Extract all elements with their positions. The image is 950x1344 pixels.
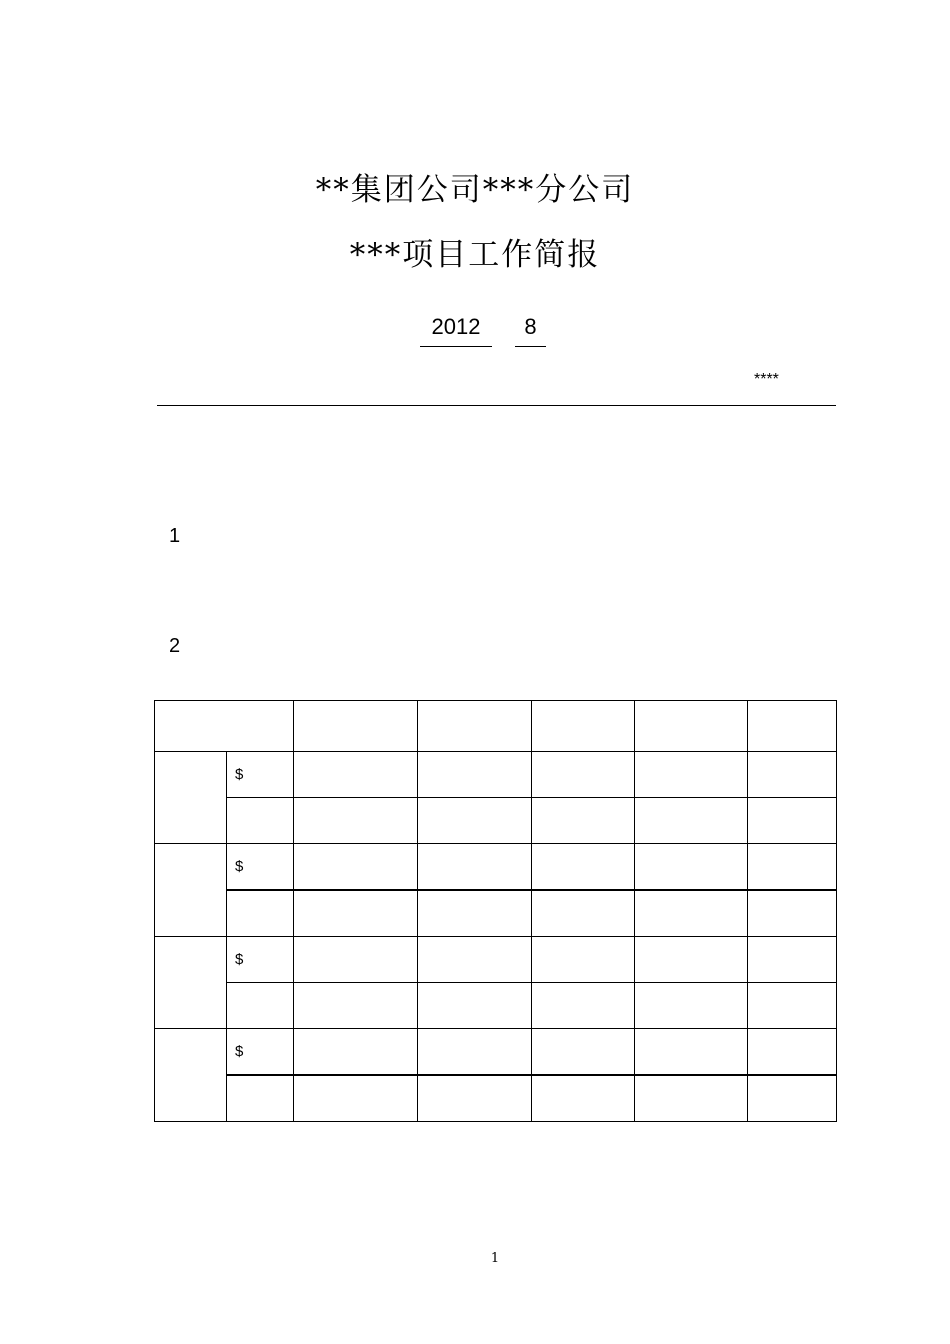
table-header-cell xyxy=(155,701,294,752)
table-cell xyxy=(635,798,748,844)
table-cell xyxy=(748,983,837,1029)
date-year: 2012 xyxy=(420,314,492,347)
table-cell xyxy=(294,844,418,891)
table-cell xyxy=(748,890,837,937)
table-row xyxy=(155,1075,837,1122)
table-cell xyxy=(294,983,418,1029)
table-cell xyxy=(418,983,532,1029)
table-cell xyxy=(635,983,748,1029)
issuer: **** xyxy=(754,371,779,388)
sub-label-cell: $ xyxy=(227,1029,294,1076)
table-cell xyxy=(532,844,635,891)
table-cell xyxy=(294,1075,418,1122)
date-month: 8 xyxy=(515,314,546,347)
table-header-cell xyxy=(294,701,418,752)
report-table xyxy=(154,700,837,1122)
table-cell xyxy=(294,752,418,798)
section-heading-1: 1 xyxy=(169,525,181,547)
table-cell xyxy=(294,890,418,937)
table-cell xyxy=(748,798,837,844)
sub-label-cell: $ xyxy=(227,844,294,891)
table-cell xyxy=(227,983,294,1029)
table-cell xyxy=(418,1075,532,1122)
table-row xyxy=(155,890,837,937)
table-header-cell xyxy=(532,701,635,752)
table-row xyxy=(155,983,837,1029)
table-cell xyxy=(418,890,532,937)
table-cell xyxy=(532,752,635,798)
table-cell xyxy=(418,1029,532,1076)
group-label-cell xyxy=(155,1029,227,1122)
table-cell xyxy=(418,752,532,798)
table-cell xyxy=(635,844,748,891)
sub-label-cell: $ xyxy=(227,752,294,798)
table-cell xyxy=(635,752,748,798)
page-number: 1 xyxy=(490,1251,500,1266)
table-cell xyxy=(294,1029,418,1076)
table-cell xyxy=(227,798,294,844)
group-label-cell xyxy=(155,752,227,844)
table-cell xyxy=(294,937,418,983)
table-cell xyxy=(635,937,748,983)
table-row xyxy=(155,1029,837,1076)
group-label-cell xyxy=(155,937,227,1029)
sub-label-cell: $ xyxy=(227,937,294,983)
section-heading-2: 2 xyxy=(169,635,181,657)
group-label-cell xyxy=(155,844,227,937)
table-cell xyxy=(227,890,294,937)
table-cell xyxy=(532,890,635,937)
table-row xyxy=(155,937,837,983)
document-title-line2: ***项目工作简报 xyxy=(349,237,601,273)
table-row xyxy=(155,752,837,798)
table-cell xyxy=(532,937,635,983)
table-row xyxy=(155,798,837,844)
table-cell xyxy=(635,1029,748,1076)
table-cell xyxy=(418,844,532,891)
table-cell xyxy=(532,1075,635,1122)
table-header-cell xyxy=(635,701,748,752)
table-header-cell xyxy=(418,701,532,752)
table-cell xyxy=(532,1029,635,1076)
table-cell xyxy=(532,983,635,1029)
table-cell xyxy=(294,798,418,844)
table-cell xyxy=(748,1075,837,1122)
table-cell xyxy=(748,937,837,983)
table-cell xyxy=(635,1075,748,1122)
table-header-cell xyxy=(748,701,837,752)
table-cell xyxy=(748,844,837,891)
header-rule xyxy=(157,405,836,406)
table-cell xyxy=(418,937,532,983)
table-cell xyxy=(635,890,748,937)
table-row xyxy=(155,844,837,891)
table-cell xyxy=(748,1029,837,1076)
table-cell xyxy=(418,798,532,844)
table-cell xyxy=(748,752,837,798)
document-title-line1: **集团公司***分公司 xyxy=(315,172,635,208)
table-cell xyxy=(532,798,635,844)
table-header-row xyxy=(155,701,837,752)
table-cell xyxy=(227,1075,294,1122)
